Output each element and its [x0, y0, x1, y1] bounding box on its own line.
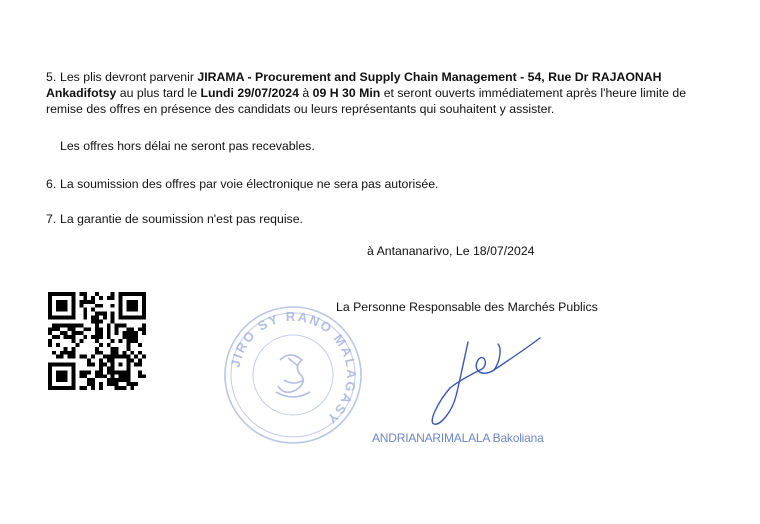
item-5-time: 09 H 30 Min	[312, 86, 381, 100]
late-offers-note: Les offres hors délai ne seront pas recevables.	[60, 139, 315, 153]
item-5-date: Lundi 29/07/2024	[200, 86, 299, 100]
item-5-text-4: et seront ouverts immédiatement après l'heure limite de remise des offres en présence des candidats ou leurs représentants qui souhaitent y assister.	[46, 86, 687, 116]
item-5-number: 5.	[46, 70, 57, 84]
svg-text:JIRO SY RANO MALAGASY	[227, 309, 359, 428]
item-7-number: 7.	[46, 212, 57, 226]
item-7-text: La garantie de soumission n'est pas requise.	[60, 212, 303, 226]
item-6-text: La soumission des offres par voie électronique ne sera pas autorisée.	[60, 177, 439, 191]
item-5-address: JIRAMA - Procurement and Supply Chain Management - 54, Rue Dr RAJAONAH Ankadifotsy	[46, 70, 662, 100]
item-6-number: 6.	[46, 177, 57, 191]
qr-code-icon	[48, 292, 146, 390]
item-5-text-1: Les plis devront parvenir	[60, 70, 198, 84]
item-5	[46, 69, 696, 117]
item-6	[46, 176, 696, 192]
item-5-text-3: à	[298, 86, 313, 100]
item-7	[46, 211, 696, 227]
signatory-title: La Personne Responsable des Marchés Publics	[336, 300, 598, 314]
signatory-name: ANDRIANARIMALALA Bakoliana	[372, 431, 544, 445]
item-5-text-2: au plus tard le	[116, 86, 201, 100]
stamp-text: JIRO SY RANO MALAGASY	[227, 308, 360, 428]
signature-icon	[420, 330, 550, 430]
official-stamp-icon	[218, 300, 368, 450]
place-date: à Antananarivo, Le 18/07/2024	[367, 244, 535, 258]
